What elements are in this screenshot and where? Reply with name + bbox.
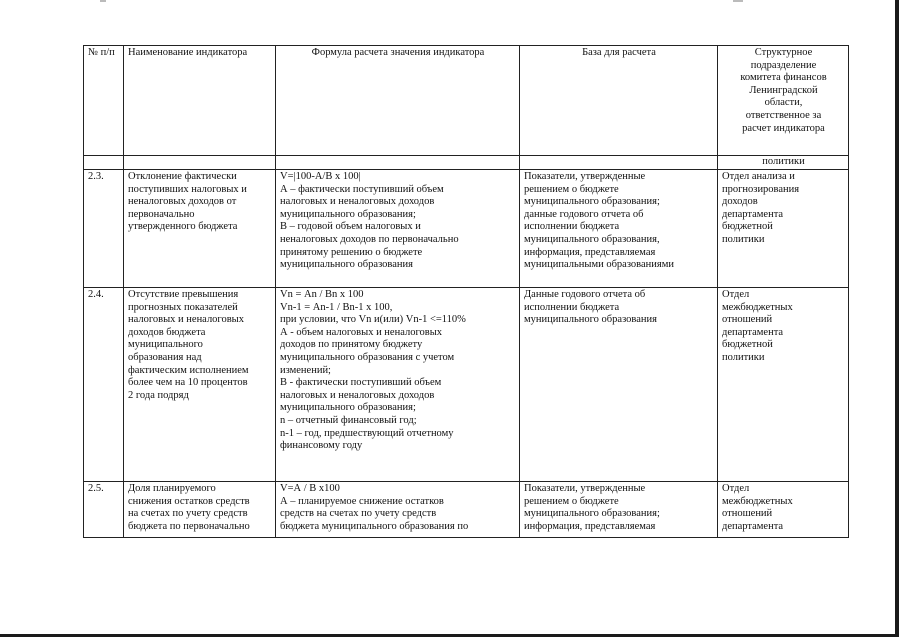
header-indicator-name-text: Наименование индикатора xyxy=(128,47,248,58)
row-base-text: Показатели, утвержденные решением о бюджете муниципального образования; данные годового отчета об исполнении бюджета муниципального образования, информация, представляемая муниципальными образованиями xyxy=(524,171,674,271)
row-formula-text: V=А / В х100 А – планируемое снижение остатков средств на счетах по учету средств бюджета муниципального образования по xyxy=(280,483,469,532)
row-number xyxy=(84,288,124,482)
row-indicator-name xyxy=(124,288,276,482)
row-number xyxy=(84,482,124,538)
row-base xyxy=(520,170,718,288)
row-indicator-name-text: Отсутствие превышения прогнозных показателей налоговых и неналоговых доходов бюджета муниципального образования над фактическим исполнением более чем на 10 процентов 2 года подряд xyxy=(128,289,249,401)
row-formula-text: V=|100-А/В х 100| А – фактически поступивший объем налоговых и неналоговых доходов муниципального образования; В – годовой объем налоговых и неналоговых доходов по первоначально принятому решению о бюджете муниципального образования xyxy=(280,171,459,271)
header-indicator-name xyxy=(124,46,276,156)
row-formula-text: Vn = Аn / Вn х 100 Vn-1 = Аn-1 / Вn-1 х 100, при условии, что Vn и(или) Vn-1 <=110% А - объем налоговых и неналоговых доходов по принятому бюджету муниципального образования с учетом изменений; В - фактически поступивший объем налоговых и неналоговых доходов муниципального образования; n – отчетный финансовый год; n-1 – год, предшествующий отчетному финансовому году xyxy=(280,289,466,452)
header-base xyxy=(520,46,718,156)
table-row xyxy=(84,170,849,288)
row-number-text: 2.4. xyxy=(88,289,104,300)
header-formula-text: Формула расчета значения индикатора xyxy=(311,47,485,58)
row-department xyxy=(718,482,849,538)
row-department-text: Отдел межбюджетных отношений департамента xyxy=(722,483,793,532)
row-number xyxy=(84,170,124,288)
row-indicator-name-text: Доля планируемого снижения остатков средств на счетах по учету средств бюджета по первоначально xyxy=(128,483,250,532)
row-base xyxy=(520,482,718,538)
table-row xyxy=(84,288,849,482)
row-formula xyxy=(276,170,520,288)
header-base-text: База для расчета xyxy=(582,47,656,58)
header-department xyxy=(718,46,849,156)
scan-border-right xyxy=(895,0,899,636)
header-department-tail-text: политики xyxy=(762,156,805,167)
row-indicator-name-text: Отклонение фактически поступивших налоговых и неналоговых доходов от первоначально утвержденного бюджета xyxy=(128,171,247,233)
row-department xyxy=(718,288,849,482)
scan-artifact xyxy=(100,0,106,2)
scan-artifact xyxy=(733,0,743,2)
header-tail-empty xyxy=(124,156,276,170)
indicator-table xyxy=(83,45,849,538)
row-base-text: Данные годового отчета об исполнении бюджета муниципального образования xyxy=(524,289,657,326)
row-department-text: Отдел анализа и прогнозирования доходов департамента бюджетной политики xyxy=(722,171,800,245)
header-number xyxy=(84,46,124,156)
table-row xyxy=(84,482,849,538)
row-base xyxy=(520,288,718,482)
row-number-text: 2.3. xyxy=(88,171,104,182)
row-department xyxy=(718,170,849,288)
row-indicator-name xyxy=(124,482,276,538)
header-tail-empty xyxy=(520,156,718,170)
table-header-tail-row xyxy=(84,156,849,170)
row-formula xyxy=(276,482,520,538)
scan-border-bottom xyxy=(0,634,899,637)
table-header-row xyxy=(84,46,849,156)
row-number-text: 2.5. xyxy=(88,483,104,494)
header-formula xyxy=(276,46,520,156)
row-base-text: Показатели, утвержденные решением о бюджете муниципального образования; информация, представляемая xyxy=(524,483,660,532)
header-tail-empty xyxy=(276,156,520,170)
header-tail-empty xyxy=(84,156,124,170)
header-department-tail xyxy=(718,156,849,170)
header-department-text: Структурное подразделение комитета финансов Ленинградской области, ответственное за расчет индикатора xyxy=(740,47,827,134)
row-formula xyxy=(276,288,520,482)
row-department-text: Отдел межбюджетных отношений департамента бюджетной политики xyxy=(722,289,793,363)
header-number-text: № п/п xyxy=(88,47,115,58)
row-indicator-name xyxy=(124,170,276,288)
